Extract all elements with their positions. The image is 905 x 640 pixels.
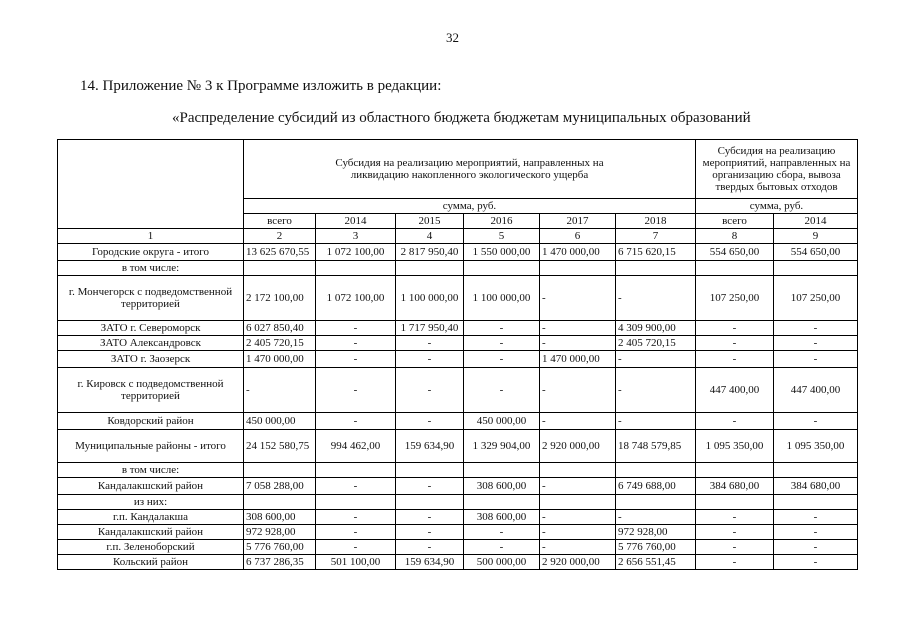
value-cell: 18 748 579,85 <box>616 430 696 463</box>
row-name-cell: из них: <box>58 495 244 510</box>
value-cell <box>696 495 774 510</box>
table-row <box>58 555 858 570</box>
row-name-cell: в том числе: <box>58 261 244 276</box>
value-cell: 6 749 688,00 <box>616 478 696 495</box>
table-row <box>58 495 858 510</box>
value-cell <box>316 463 396 478</box>
table-row <box>58 478 858 495</box>
value-cell: 1 470 000,00 <box>540 244 616 261</box>
value-cell: 4 309 900,00 <box>616 321 696 336</box>
value-cell: 447 400,00 <box>774 368 858 413</box>
value-cell: 1 470 000,00 <box>540 351 616 368</box>
column-header: 2016 <box>464 214 540 229</box>
value-cell: - <box>774 413 858 430</box>
value-cell <box>696 463 774 478</box>
value-cell: 972 928,00 <box>616 525 696 540</box>
column-number: 7 <box>616 229 696 244</box>
row-name-cell: Кандалакшский район <box>58 525 244 540</box>
value-cell: - <box>316 351 396 368</box>
value-cell: 1 100 000,00 <box>396 276 464 321</box>
value-cell: 1 072 100,00 <box>316 276 396 321</box>
value-cell <box>696 261 774 276</box>
value-cell: 5 776 760,00 <box>616 540 696 555</box>
value-cell <box>244 495 316 510</box>
column-number: 9 <box>774 229 858 244</box>
value-cell: 450 000,00 <box>244 413 316 430</box>
value-cell: 2 817 950,40 <box>396 244 464 261</box>
value-cell: 2 172 100,00 <box>244 276 316 321</box>
value-cell: 308 600,00 <box>244 510 316 525</box>
row-name-cell: ЗАТО г. Североморск <box>58 321 244 336</box>
header-group-ecological: Субсидия на реализацию мероприятий, направленных на ликвидацию накопленного экологического ущерба <box>244 140 696 199</box>
value-cell: - <box>774 525 858 540</box>
value-cell: - <box>616 510 696 525</box>
value-cell <box>396 463 464 478</box>
value-cell: 107 250,00 <box>774 276 858 321</box>
value-cell: - <box>540 368 616 413</box>
column-header: 2015 <box>396 214 464 229</box>
value-cell: - <box>316 510 396 525</box>
value-cell <box>396 261 464 276</box>
value-cell: 1 717 950,40 <box>396 321 464 336</box>
value-cell <box>774 261 858 276</box>
value-cell: - <box>540 413 616 430</box>
value-cell: - <box>540 510 616 525</box>
value-cell: - <box>696 525 774 540</box>
row-name-cell: г. Мончегорск с подведомственной территорией <box>58 276 244 321</box>
value-cell: - <box>316 321 396 336</box>
value-cell: 1 072 100,00 <box>316 244 396 261</box>
value-cell <box>244 463 316 478</box>
value-cell: - <box>316 525 396 540</box>
row-name-cell: Кандалакшский район <box>58 478 244 495</box>
value-cell <box>616 495 696 510</box>
subsidy-table <box>57 139 858 570</box>
value-cell: 308 600,00 <box>464 478 540 495</box>
value-cell: 5 776 760,00 <box>244 540 316 555</box>
value-cell: - <box>540 321 616 336</box>
value-cell <box>316 495 396 510</box>
table-row <box>58 510 858 525</box>
column-header: всего <box>244 214 316 229</box>
value-cell: - <box>616 368 696 413</box>
table-row <box>58 463 858 478</box>
value-cell: 2 405 720,15 <box>244 336 316 351</box>
value-cell <box>616 463 696 478</box>
table-row <box>58 525 858 540</box>
value-cell: 500 000,00 <box>464 555 540 570</box>
value-cell: - <box>396 510 464 525</box>
value-cell: 1 100 000,00 <box>464 276 540 321</box>
value-cell <box>774 463 858 478</box>
header-group-waste: Субсидия на реализацию мероприятий, направленных на организацию сбора, вывоза твердых бытовых отходов <box>696 140 858 199</box>
value-cell: - <box>696 321 774 336</box>
table-row <box>58 261 858 276</box>
value-cell: 384 680,00 <box>774 478 858 495</box>
value-cell: - <box>774 555 858 570</box>
value-cell: - <box>696 510 774 525</box>
column-header: 2014 <box>316 214 396 229</box>
header-name-cell <box>58 140 244 229</box>
table-row <box>58 336 858 351</box>
column-header: 2018 <box>616 214 696 229</box>
value-cell: 6 715 620,15 <box>616 244 696 261</box>
value-cell: 159 634,90 <box>396 555 464 570</box>
value-cell: 7 058 288,00 <box>244 478 316 495</box>
value-cell: - <box>244 368 316 413</box>
table-row <box>58 368 858 413</box>
row-name-cell: г.п. Зеленоборский <box>58 540 244 555</box>
value-cell: - <box>316 368 396 413</box>
value-cell: 1 550 000,00 <box>464 244 540 261</box>
value-cell: - <box>696 413 774 430</box>
value-cell <box>540 495 616 510</box>
row-name-cell: г. Кировск с подведомственной территорией <box>58 368 244 413</box>
value-cell: - <box>464 351 540 368</box>
value-cell: 972 928,00 <box>244 525 316 540</box>
column-header: 2014 <box>774 214 858 229</box>
value-cell: - <box>316 478 396 495</box>
value-cell: - <box>540 276 616 321</box>
value-cell <box>464 495 540 510</box>
value-cell: 2 920 000,00 <box>540 555 616 570</box>
value-cell: 2 920 000,00 <box>540 430 616 463</box>
column-number: 2 <box>244 229 316 244</box>
value-cell: - <box>774 510 858 525</box>
column-number: 6 <box>540 229 616 244</box>
value-cell: - <box>540 478 616 495</box>
row-name-cell: ЗАТО г. Заозерск <box>58 351 244 368</box>
value-cell: 450 000,00 <box>464 413 540 430</box>
value-cell: 554 650,00 <box>774 244 858 261</box>
value-cell <box>464 261 540 276</box>
value-cell: 107 250,00 <box>696 276 774 321</box>
value-cell: - <box>464 525 540 540</box>
value-cell: 994 462,00 <box>316 430 396 463</box>
value-cell: 6 027 850,40 <box>244 321 316 336</box>
value-cell: - <box>696 540 774 555</box>
unit-label: сумма, руб. <box>696 199 858 214</box>
value-cell: - <box>774 321 858 336</box>
value-cell <box>540 463 616 478</box>
value-cell: - <box>696 336 774 351</box>
value-cell: 308 600,00 <box>464 510 540 525</box>
value-cell <box>244 261 316 276</box>
value-cell: - <box>464 321 540 336</box>
value-cell <box>396 495 464 510</box>
value-cell: - <box>696 351 774 368</box>
value-cell: 554 650,00 <box>696 244 774 261</box>
table-row <box>58 351 858 368</box>
row-name-cell: Городские округа - итого <box>58 244 244 261</box>
value-cell: 384 680,00 <box>696 478 774 495</box>
value-cell <box>540 261 616 276</box>
page-number: 32 <box>446 30 459 45</box>
value-cell: 159 634,90 <box>396 430 464 463</box>
table-row <box>58 276 858 321</box>
value-cell: 1 329 904,00 <box>464 430 540 463</box>
value-cell: 1 095 350,00 <box>774 430 858 463</box>
section-heading: 14. Приложение № 3 к Программе изложить в редакции: <box>80 78 442 94</box>
row-name-cell: ЗАТО Александровск <box>58 336 244 351</box>
value-cell: 1 470 000,00 <box>244 351 316 368</box>
row-name-cell: Кольский район <box>58 555 244 570</box>
column-header: 2017 <box>540 214 616 229</box>
value-cell: 1 095 350,00 <box>696 430 774 463</box>
value-cell: - <box>616 276 696 321</box>
value-cell: 2 656 551,45 <box>616 555 696 570</box>
value-cell: - <box>396 413 464 430</box>
row-name-cell: Муниципальные районы - итого <box>58 430 244 463</box>
value-cell: - <box>396 368 464 413</box>
column-header: всего <box>696 214 774 229</box>
value-cell <box>616 261 696 276</box>
value-cell: - <box>316 413 396 430</box>
value-cell: - <box>616 413 696 430</box>
value-cell: 501 100,00 <box>316 555 396 570</box>
value-cell: - <box>316 336 396 351</box>
table-row <box>58 430 858 463</box>
value-cell: - <box>540 336 616 351</box>
value-cell <box>316 261 396 276</box>
value-cell: - <box>540 525 616 540</box>
value-cell: - <box>396 478 464 495</box>
table-row <box>58 413 858 430</box>
value-cell: 24 152 580,75 <box>244 430 316 463</box>
value-cell <box>774 495 858 510</box>
column-number: 4 <box>396 229 464 244</box>
column-number: 8 <box>696 229 774 244</box>
value-cell: - <box>774 336 858 351</box>
value-cell: - <box>396 540 464 555</box>
value-cell: 13 625 670,55 <box>244 244 316 261</box>
table-row <box>58 244 858 261</box>
value-cell: - <box>464 540 540 555</box>
value-cell: - <box>464 336 540 351</box>
value-cell: - <box>540 540 616 555</box>
value-cell: - <box>774 540 858 555</box>
row-name-cell: Ковдорский район <box>58 413 244 430</box>
value-cell: 2 405 720,15 <box>616 336 696 351</box>
value-cell: - <box>396 351 464 368</box>
value-cell: - <box>774 351 858 368</box>
value-cell: - <box>316 540 396 555</box>
value-cell: - <box>696 555 774 570</box>
row-name-cell: в том числе: <box>58 463 244 478</box>
appendix-title: «Распределение субсидий из областного бюджета бюджетам муниципальных образований <box>172 110 751 126</box>
value-cell: - <box>616 351 696 368</box>
value-cell <box>464 463 540 478</box>
column-number: 1 <box>58 229 244 244</box>
value-cell: - <box>464 368 540 413</box>
value-cell: - <box>396 336 464 351</box>
row-name-cell: г.п. Кандалакша <box>58 510 244 525</box>
value-cell: - <box>396 525 464 540</box>
table-row <box>58 321 858 336</box>
value-cell: 6 737 286,35 <box>244 555 316 570</box>
column-number: 3 <box>316 229 396 244</box>
table-row <box>58 540 858 555</box>
value-cell: 447 400,00 <box>696 368 774 413</box>
column-number: 5 <box>464 229 540 244</box>
unit-label: сумма, руб. <box>244 199 696 214</box>
